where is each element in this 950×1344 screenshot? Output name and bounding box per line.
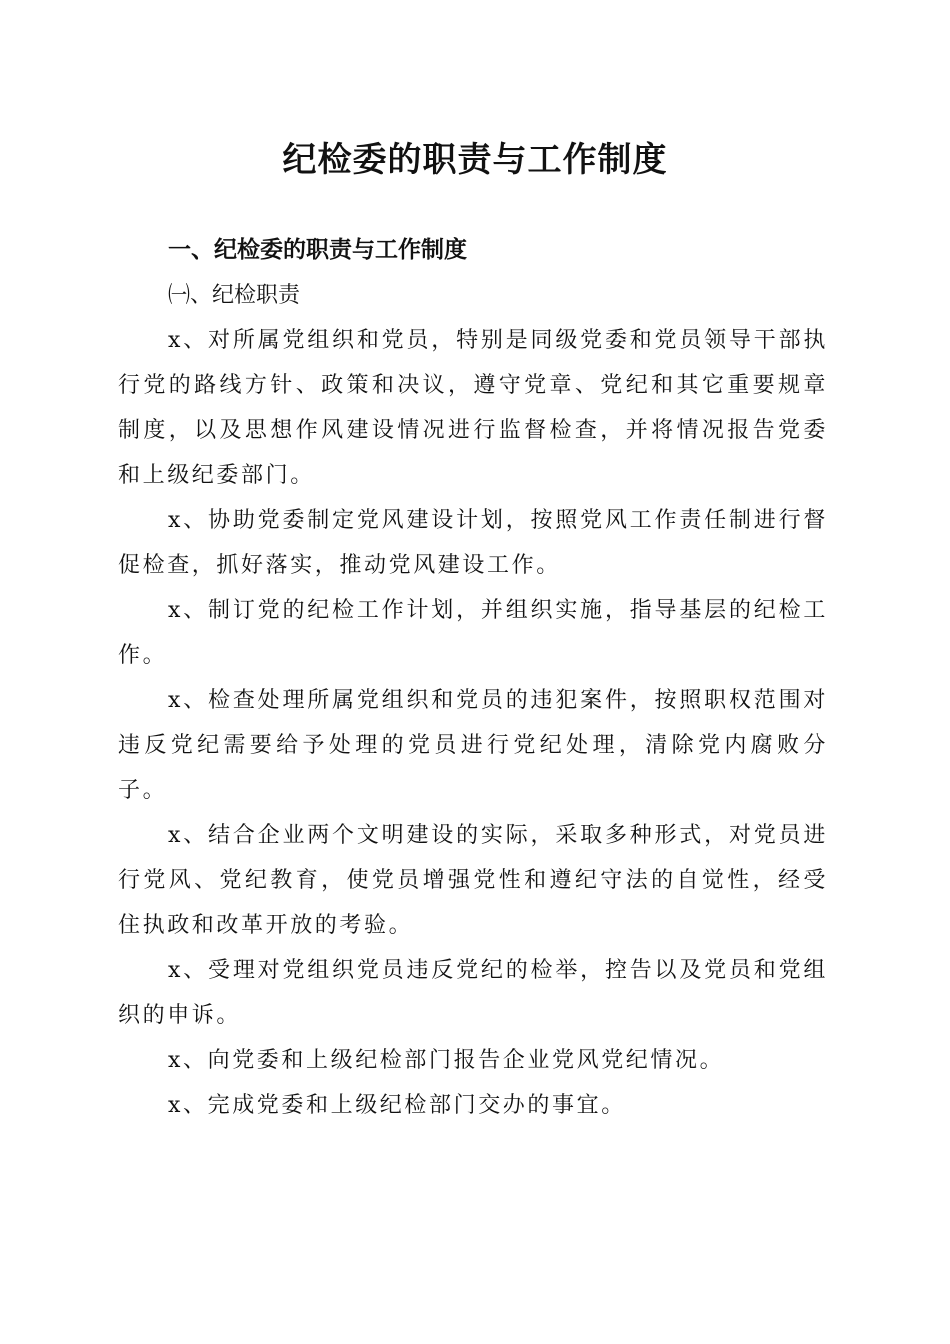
paragraph: x、完成党委和上级纪检部门交办的事宜。 <box>168 1093 626 1118</box>
paragraph: x、对所属党组织和党员，特别是同级党委和党员领导干部执行党的路线方针、政策和决议，遵守党章、党纪和其它重要规章制度，以及思想作风建设情况进行监督检查，并将情况报告党委和上级纪委部门。 <box>118 328 828 488</box>
paragraph: x、受理对党组织党员违反党纪的检举，控告以及党员和党组织的申诉。 <box>118 958 828 1028</box>
paragraph: x、检查处理所属党组织和党员的违犯案件，按照职权范围对违反党纪需要给予处理的党员进行党纪处理，清除党内腐败分子。 <box>118 688 828 803</box>
paragraph: x、制订党的纪检工作计划，并组织实施，指导基层的纪检工作。 <box>118 598 828 668</box>
section-heading: 一、纪检委的职责与工作制度 <box>168 237 467 263</box>
document-body <box>118 228 828 1128</box>
paragraph: x、协助党委制定党风建设计划，按照党风工作责任制进行督促检查，抓好落实，推动党风建设工作。 <box>118 508 828 578</box>
paragraph: x、结合企业两个文明建设的实际，采取多种形式，对党员进行党风、党纪教育，使党员增强党性和遵纪守法的自觉性，经受住执政和改革开放的考验。 <box>118 823 828 938</box>
document-title: 纪检委的职责与工作制度 <box>282 140 668 180</box>
sub-heading: ㈠、纪检职责 <box>168 283 301 308</box>
paragraph: x、向党委和上级纪检部门报告企业党风党纪情况。 <box>168 1048 725 1073</box>
